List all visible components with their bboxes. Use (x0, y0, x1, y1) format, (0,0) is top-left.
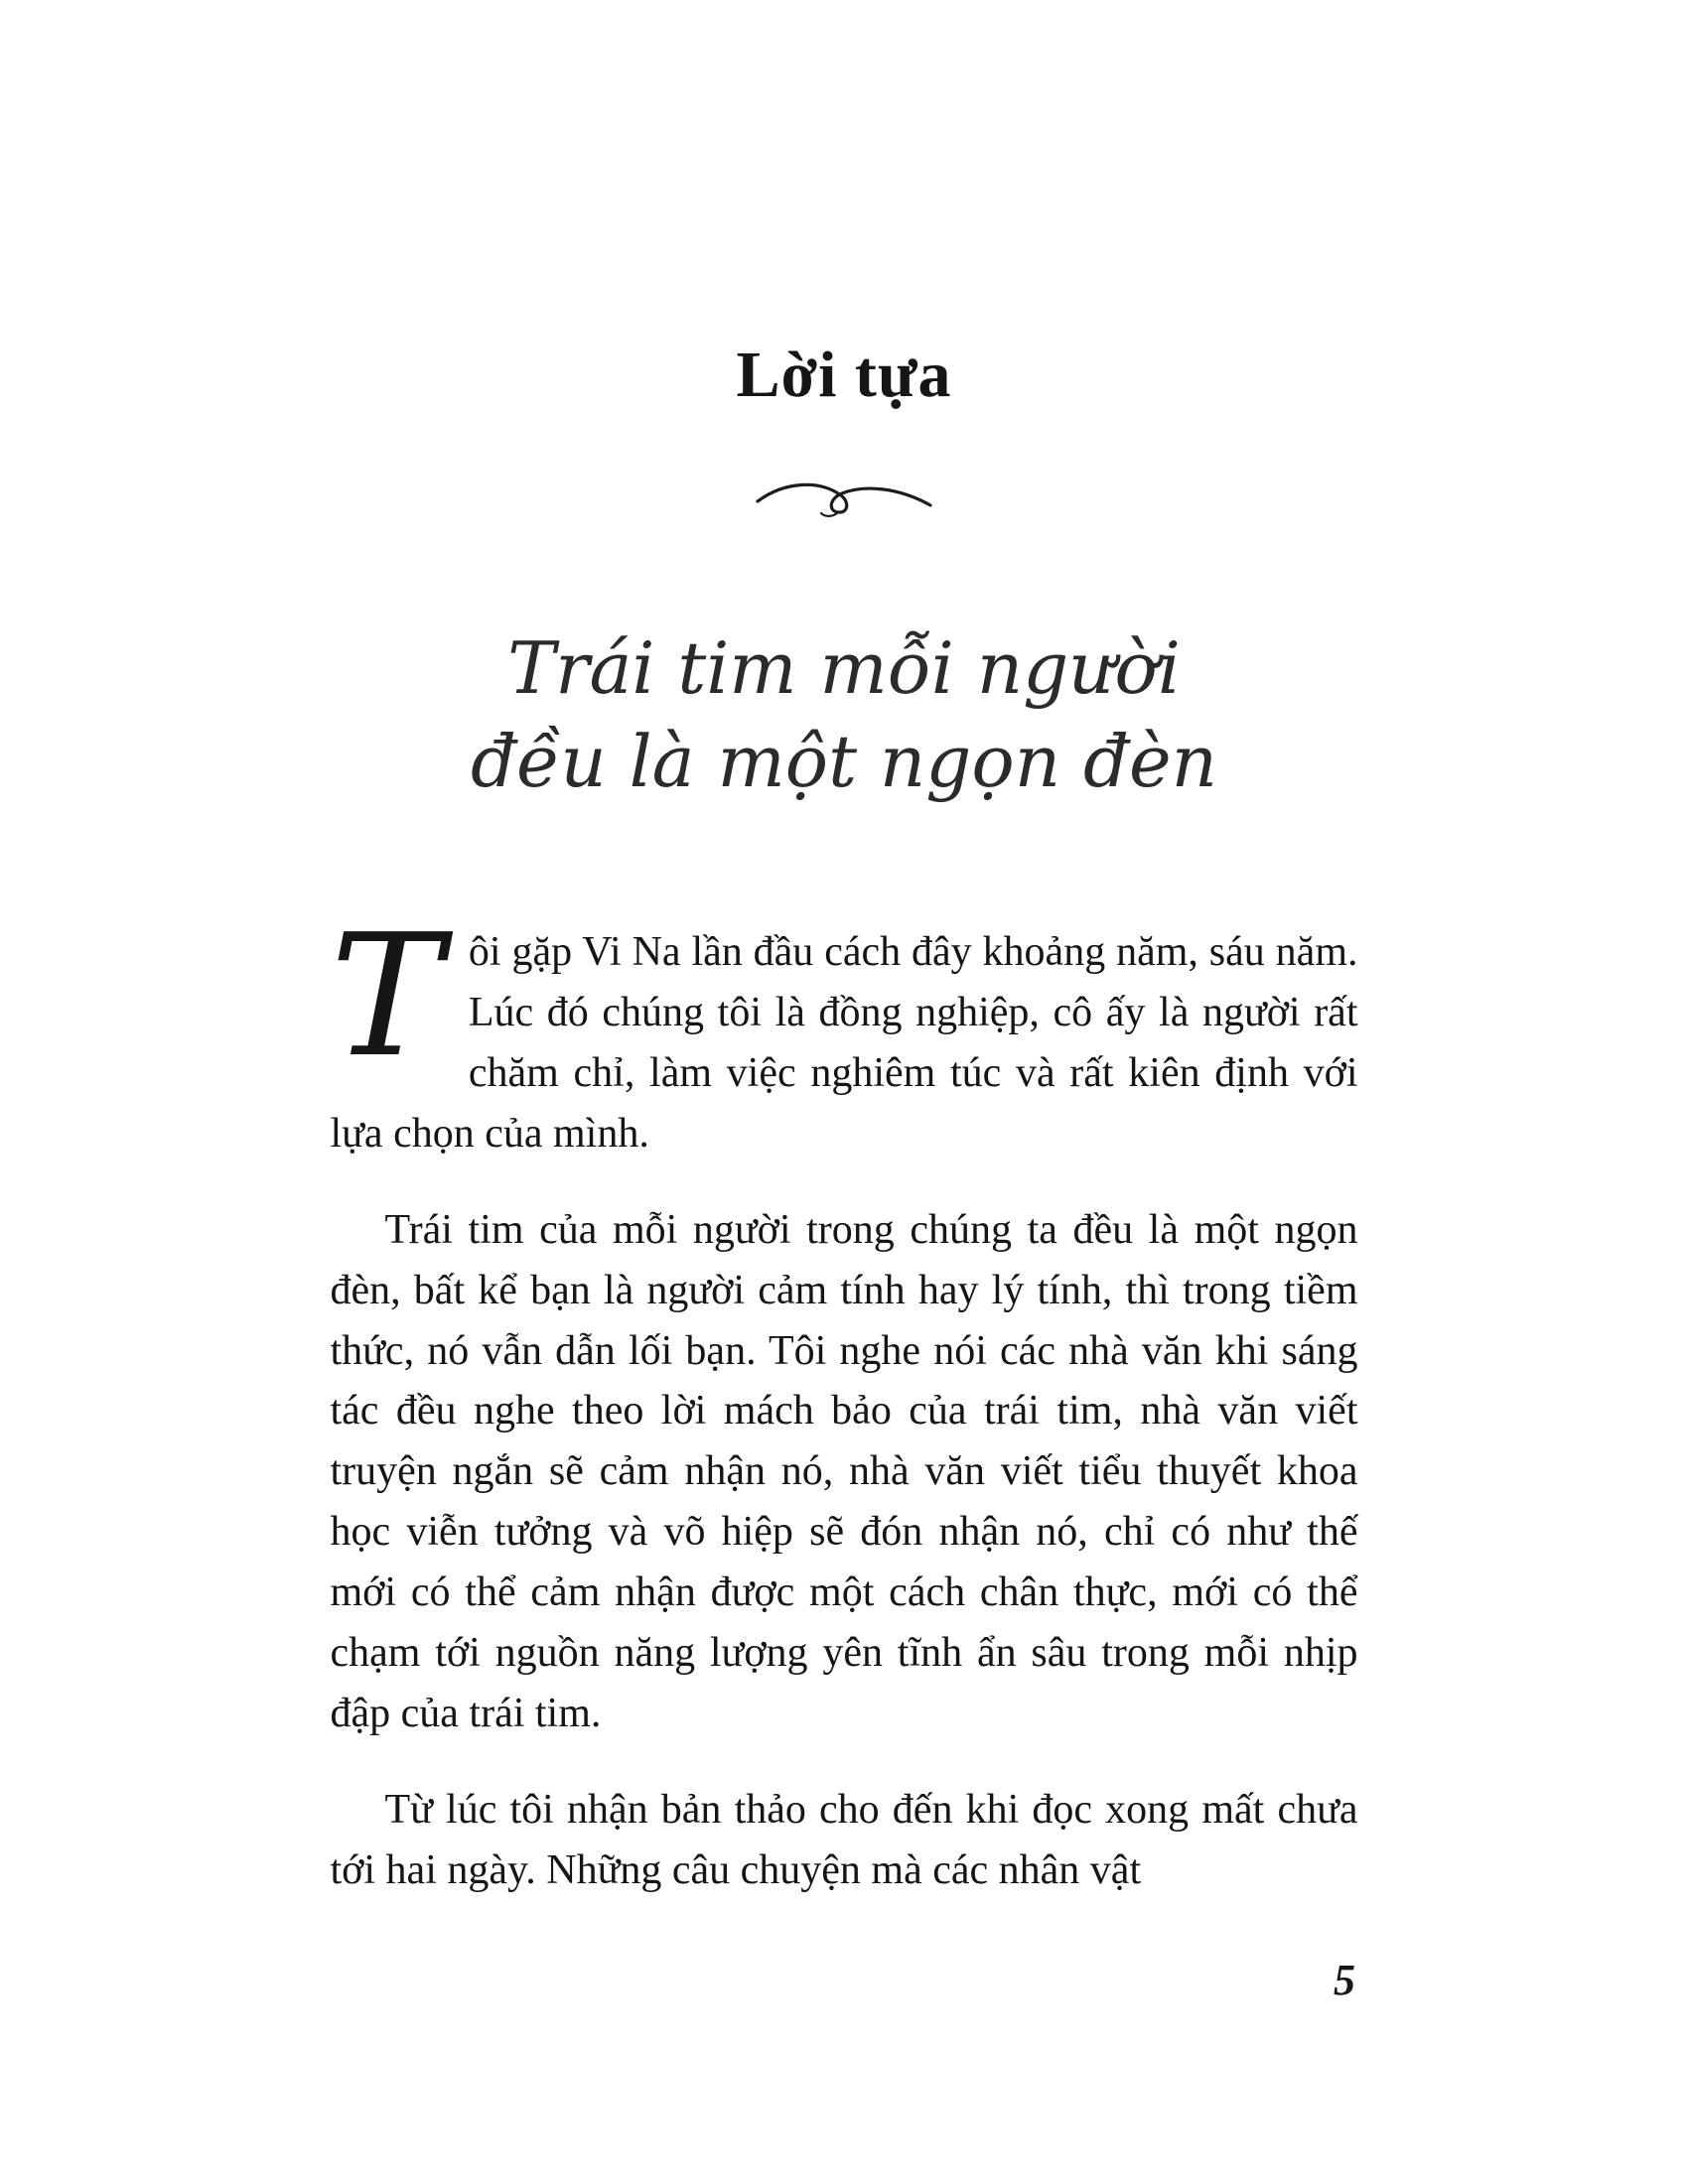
paragraph-3: Từ lúc tôi nhận bản thảo cho đến khi đọc xong mất chưa tới hai ngày. Những câu chuyện mà các nhân vật (330, 1786, 1358, 1893)
page-number: 5 (1334, 1956, 1355, 2004)
calligraphic-flourish-icon (750, 510, 938, 527)
preface-subtitle (331, 622, 1358, 808)
ornament-divider (331, 468, 1358, 528)
paragraph-1-text: ôi gặp Vi Na lần đầu cách đây khoảng năm, sáu năm. Lúc đó chúng tôi là đồng nghiệp, cô ấy là người rất chăm chỉ, làm việc nghiêm túc và rất kiên định với lựa chọn của mình. (330, 929, 1358, 1157)
paragraph-2: Trái tim của mỗi người trong chúng ta đều là một ngọn đèn, bất kể bạn là người cảm tính hay lý tính, thì trong tiềm thức, nó vẫn dẫn lối bạn. Tôi nghe nói các nhà văn khi sáng tác đều nghe theo lời mách bảo của trái tim, nhà văn viết truyện ngắn sẽ cảm nhận nó, nhà văn viết tiểu thuyết khoa học viễn tưởng và võ hiệp sẽ đón nhận nó, chỉ có như thế mới có thể cảm nhận được một cách chân thực, mới có thể chạm tới nguồn năng lượng yên tĩnh ẩn sâu trong mỗi nhịp đập của trái tim. (330, 1206, 1358, 1736)
drop-cap: T (330, 898, 443, 1096)
paragraph-1 (330, 898, 1358, 1164)
preface-subtitle-line-1: Trái tim mỗi người (507, 626, 1181, 710)
page-content (331, 0, 1358, 1901)
body-text (330, 898, 1358, 1900)
chapter-title: Lời tựa (736, 339, 952, 411)
preface-subtitle-line-2: đều là một ngọn đèn (470, 719, 1218, 803)
